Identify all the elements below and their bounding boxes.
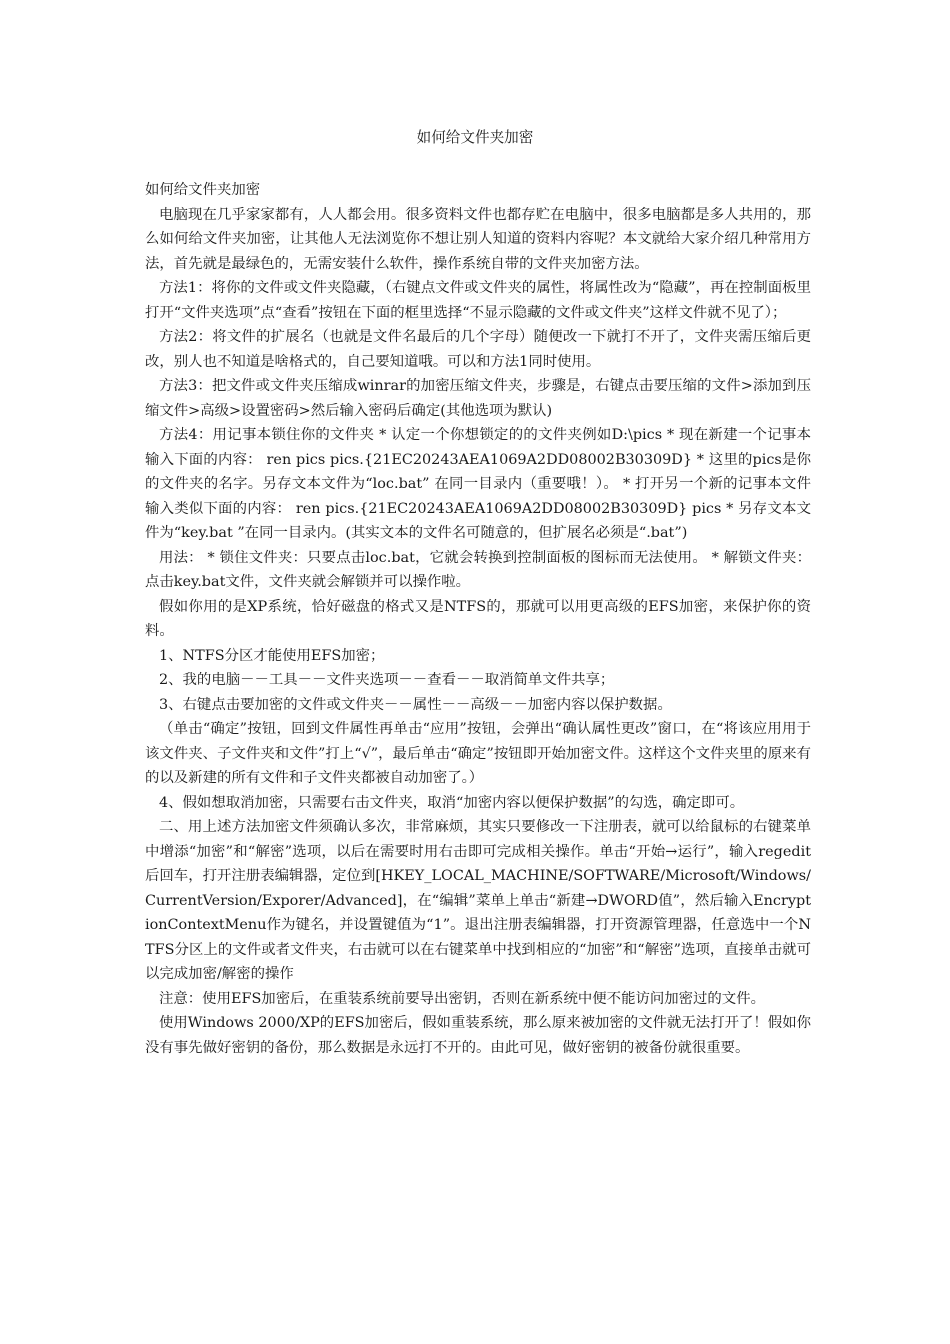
paragraph-method-1: 方法1：将你的文件或文件夹隐藏，（右键点文件或文件夹的属性，将属性改为“隐藏”，再在控制面板里打开“文件夹选项”点“查看”按钮在下面的框里选择“不显示隐藏的文件或文件夹”这样文件就不见了）； [145,280,811,321]
paragraph-method-4: 方法4：用记事本锁住你的文件夹 * 认定一个你想锁定的的文件夹例如D:\pics * 现在新建一个记事本输入下面的内容： ren pics pics.{21EC20243AEA1069A2DD08002B30309D} * 这里的pics是你的文件夹的名字。另存文本文件为“loc.bat” 在同一目录内（重要哦！）。 * 打开另一个新的记事本文件输入类似下面的内容： ren pics.{21EC20243AEA1069A2DD08002B30309D} pics * 另存文本文件为“key.bat ”在同一目录内。(其实文本的文件名可随意的，但扩展名必须是“.bat”) [145,427,811,541]
paragraph-conclusion: 使用Windows 2000/XP的EFS加密后，假如重装系统，那么原来被加密的文件就无法打开了！假如你没有事先做好密钥的备份，那么数据是永远打不开的。由此可见，做好密钥的被备份就很重要。 [145,1015,811,1056]
paragraph-registry: 二、用上述方法加密文件须确认多次，非常麻烦，其实只要修改一下注册表，就可以给鼠标的右键菜单中增添“加密”和“解密”选项，以后在需要时用右击即可完成相关操作。单击“开始→运行”，输入regedit后回车，打开注册表编辑器，定位到[HKEY_LOCAL_MACHINE/SOFTWARE/Microsoft/Windows/CurrentVersion/Exporer/Advanced]，在“编辑”菜单上单击“新建→DWORD值”，然后输入EncryptionContextMenu作为键名，并设置键值为“1”。退出注册表编辑器，打开资源管理器，任意选中一个NTFS分区上的文件或者文件夹，右击就可以在右键菜单中找到相应的“加密”和“解密”选项，直接单击就可以完成加密/解密的操作 [145,819,811,982]
paragraph-usage: 用法： * 锁住文件夹：只要点击loc.bat，它就会转换到控制面板的图标而无法使用。 * 解锁文件夹：点击key.bat文件，文件夹就会解锁并可以操作啦。 [145,549,811,590]
paragraph-method-3: 方法3：把文件或文件夹压缩成winrar的加密压缩文件夹，步骤是，右键点击要压缩的文件>添加到压缩文件>高级>设置密码>然后输入密码后确定(其他选项为默认) [145,378,811,419]
paragraph-efs-step-3-detail: （单击“确定”按钮，回到文件属性再单击“应用”按钮，会弹出“确认属性更改”窗口，在“将该应用用于该文件夹、子文件夹和文件”打上“√”，最后单击“确定”按钮即开始加密文件。这样这个文件夹里的原来有的以及新建的所有文件和子文件夹都被自动加密了。） [145,721,811,786]
paragraph-efs-step-4: 4、假如想取消加密，只需要右击文件夹，取消“加密内容以便保护数据”的勾选，确定即可。 [159,794,745,811]
paragraph-efs-step-3: 3、右键点击要加密的文件或文件夹－－属性－－高级－－加密内容以保护数据。 [159,696,672,713]
paragraph-method-2: 方法2：将文件的扩展名（也就是文件名最后的几个字母）随便改一下就打不开了，文件夹需压缩后更改，别人也不知道是啥格式的，自己要知道哦。可以和方法1同时使用。 [145,329,811,370]
page-title: 如何给文件夹加密 [416,129,534,146]
paragraph-note: 注意：使用EFS加密后，在重装系统前要导出密钥，否则在新系统中便不能访问加密过的文件。 [159,990,765,1007]
document-subtitle: 如何给文件夹加密 [145,182,261,198]
paragraph-efs-step-2: 2、我的电脑－－工具－－文件夹选项－－查看－－取消简单文件共享； [159,672,615,688]
paragraph-efs-intro: 假如你用的是XP系统，恰好磁盘的格式又是NTFS的，那就可以用更高级的EFS加密，来保护你的资料。 [145,598,811,639]
document-body [145,178,811,1060]
paragraph-intro: 电脑现在几乎家家都有，人人都会用。很多资料文件也都存贮在电脑中，很多电脑都是多人共用的，那么如何给文件夹加密，让其他人无法浏览你不想让别人知道的资料内容呢？本文就给大家介绍几种常用方法，首先就是最绿色的，无需安装什么软件，操作系统自带的文件夹加密方法。 [145,206,811,272]
paragraph-efs-step-1: 1、NTFS分区才能使用EFS加密； [159,647,385,664]
